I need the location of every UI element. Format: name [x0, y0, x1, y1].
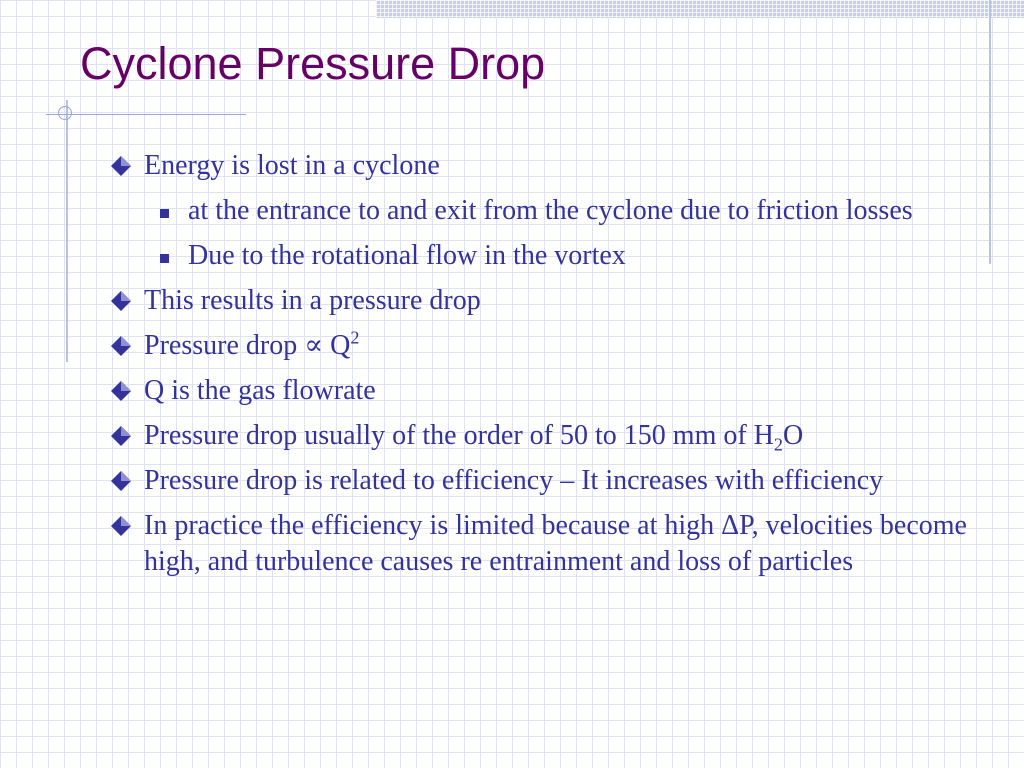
bullet-item	[104, 418, 984, 454]
bullet-item	[104, 328, 984, 364]
bullet-text: Energy is lost in a cyclone	[144, 150, 440, 181]
diamond-bullet-icon	[110, 290, 132, 312]
bullet-text: Q is the gas flowrate	[144, 375, 376, 406]
bullet-item	[104, 463, 984, 499]
diamond-bullet-icon	[110, 425, 132, 447]
right-decorative-rule	[989, 0, 991, 264]
sub-bullet-text: at the entrance to and exit from the cyclone due to friction losses	[188, 195, 913, 226]
bullet-text-tail: O	[782, 420, 804, 451]
slide-title: Cyclone Pressure Drop	[80, 38, 546, 89]
subscript-digit: 2	[773, 434, 783, 455]
top-decorative-band	[376, 0, 1024, 18]
diamond-bullet-icon	[110, 470, 132, 492]
bullet-item	[104, 373, 984, 409]
square-bullet-icon	[160, 254, 169, 263]
diamond-bullet-icon	[110, 335, 132, 357]
bullet-text	[144, 328, 984, 364]
corner-circle-decoration	[58, 106, 72, 120]
bullet-list	[104, 148, 984, 589]
bullet-text-main: Pressure drop ∝ Q	[144, 330, 351, 361]
bullet-text	[144, 418, 984, 454]
bullet-item	[104, 148, 984, 184]
diamond-bullet-icon	[110, 515, 132, 537]
diamond-bullet-icon	[110, 380, 132, 402]
left-decorative-rule	[66, 100, 68, 362]
diamond-bullet-icon	[110, 155, 132, 177]
title-underline-rule	[46, 114, 246, 115]
bullet-item	[104, 283, 984, 319]
sub-bullet-item	[104, 238, 984, 274]
square-bullet-icon	[160, 209, 169, 218]
sub-bullet-text: Due to the rotational flow in the vortex	[188, 240, 626, 271]
bullet-text-main: Pressure drop usually of the order of 50 to 150 mm of H	[144, 420, 774, 451]
bullet-text: Pressure drop is related to efficiency – It increases with efficiency	[144, 465, 884, 496]
bullet-item	[104, 508, 984, 580]
bullet-text: In practice the efficiency is limited because at high ΔP, velocities become high, and turbulence causes re entrainment and loss of particles	[144, 510, 967, 577]
bullet-text: This results in a pressure drop	[144, 285, 481, 316]
sub-bullet-item	[104, 193, 984, 229]
superscript-exponent: 2	[350, 327, 360, 348]
